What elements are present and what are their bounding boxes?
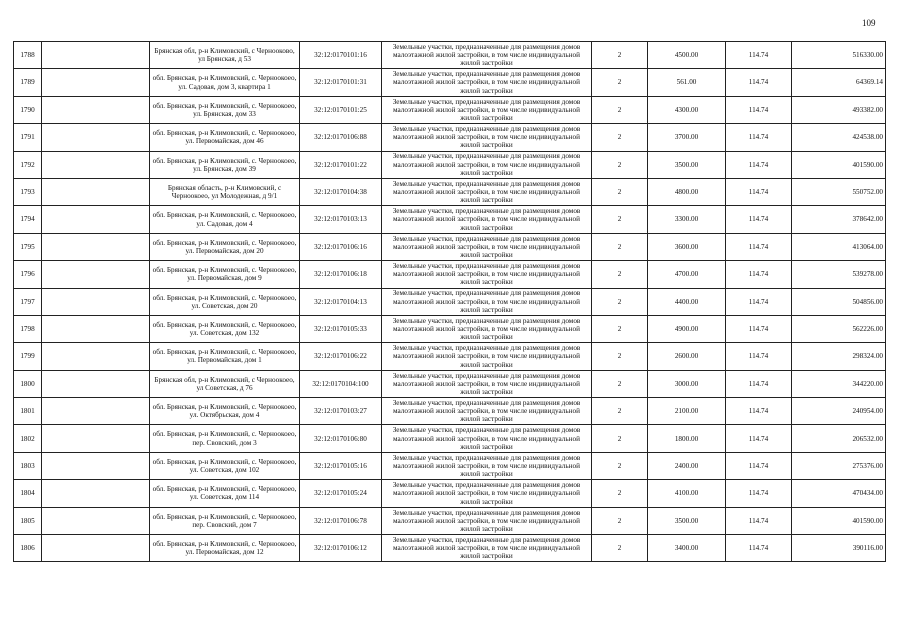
category-cell: 2 (592, 452, 648, 479)
table-row (14, 425, 886, 452)
area-cell: 2100.00 (648, 398, 726, 425)
address-cell: обл. Брянская, р-н Климовский, с. Черноокоео, ул. Брянская, дом 33 (150, 96, 300, 123)
cadastral-number-cell: 32:12:0170101:22 (300, 151, 382, 178)
category-cell: 2 (592, 178, 648, 205)
cadastral-value-cell: 470434.00 (792, 480, 886, 507)
rate-cell: 114.74 (726, 206, 792, 233)
empty-cell (42, 480, 150, 507)
row-number: 1802 (14, 425, 42, 452)
empty-cell (42, 233, 150, 260)
address-cell: обл. Брянская, р-н Климовский, с. Черноокоео, пер. Cвовский, дом 3 (150, 425, 300, 452)
cadastral-value-cell: 413064.00 (792, 233, 886, 260)
area-cell: 3000.00 (648, 370, 726, 397)
cadastral-number-cell: 32:12:0170106:78 (300, 507, 382, 534)
address-cell: Брянская обл, р-н Климовский, с Чернооково, ул Брянская, д 53 (150, 42, 300, 69)
table-row (14, 507, 886, 534)
table-row (14, 315, 886, 342)
address-cell: обл. Брянская, р-н Климовский, с. Черноокоео, ул. Первомайская, дом 1 (150, 343, 300, 370)
row-number: 1806 (14, 535, 42, 562)
table-row (14, 151, 886, 178)
cadastral-number-cell: 32:12:0170103:13 (300, 206, 382, 233)
row-number: 1804 (14, 480, 42, 507)
category-cell: 2 (592, 370, 648, 397)
area-cell: 4500.00 (648, 42, 726, 69)
empty-cell (42, 42, 150, 69)
row-number: 1801 (14, 398, 42, 425)
cadastral-number-cell: 32:12:0170104:38 (300, 178, 382, 205)
cadastral-number-cell: 32:12:0170106:88 (300, 124, 382, 151)
row-number: 1792 (14, 151, 42, 178)
cadastral-value-cell: 550752.00 (792, 178, 886, 205)
category-cell: 2 (592, 343, 648, 370)
land-use-cell: Земельные участки, предназначенные для размещения домов малоэтажной жилой застройки, в том числе индивидуальной жилой застройки (382, 507, 592, 534)
address-cell: обл. Брянская, р-н Климовский, с. Черноокоео, ул. Советская, дом 102 (150, 452, 300, 479)
area-cell: 4800.00 (648, 178, 726, 205)
address-cell: обл. Брянская, р-н Климовский, с. Черноокоео, ул. Брянская, дом 39 (150, 151, 300, 178)
category-cell: 2 (592, 315, 648, 342)
rate-cell: 114.74 (726, 343, 792, 370)
cadastral-value-cell: 516330.00 (792, 42, 886, 69)
area-cell: 3700.00 (648, 124, 726, 151)
area-cell: 561.00 (648, 69, 726, 96)
cadastral-number-cell: 32:12:0170101:31 (300, 69, 382, 96)
empty-cell (42, 261, 150, 288)
row-number: 1803 (14, 452, 42, 479)
rate-cell: 114.74 (726, 370, 792, 397)
table-body (14, 42, 886, 562)
area-cell: 2600.00 (648, 343, 726, 370)
cadastral-value-cell: 344220.00 (792, 370, 886, 397)
table-row (14, 206, 886, 233)
address-cell: обл. Брянская, р-н Климовский, с. Черноокоео, ул. Первомайская, дом 12 (150, 535, 300, 562)
row-number: 1795 (14, 233, 42, 260)
area-cell: 4900.00 (648, 315, 726, 342)
rate-cell: 114.74 (726, 507, 792, 534)
table-row (14, 480, 886, 507)
address-cell: обл. Брянская, р-н Климовский, с. Черноокоео, ул. Первомайская, дом 46 (150, 124, 300, 151)
cadastral-value-cell: 504856.00 (792, 288, 886, 315)
table-row (14, 535, 886, 562)
rate-cell: 114.74 (726, 261, 792, 288)
area-cell: 3500.00 (648, 507, 726, 534)
category-cell: 2 (592, 535, 648, 562)
rate-cell: 114.74 (726, 425, 792, 452)
cadastral-number-cell: 32:12:0170104:100 (300, 370, 382, 397)
empty-cell (42, 69, 150, 96)
land-use-cell: Земельные участки, предназначенные для размещения домов малоэтажной жилой застройки, в том числе индивидуальной жилой застройки (382, 343, 592, 370)
rate-cell: 114.74 (726, 178, 792, 205)
address-cell: Брянская область, р-н Климовский, с Черноокоео, ул Молодежная, д 9/1 (150, 178, 300, 205)
land-use-cell: Земельные участки, предназначенные для размещения домов малоэтажной жилой застройки, в том числе индивидуальной жилой застройки (382, 535, 592, 562)
row-number: 1796 (14, 261, 42, 288)
category-cell: 2 (592, 398, 648, 425)
cadastral-value-cell: 298324.00 (792, 343, 886, 370)
address-cell: обл. Брянская, р-н Климовский, с. Черноокоео, ул. Садовая, дом 4 (150, 206, 300, 233)
rate-cell: 114.74 (726, 151, 792, 178)
land-use-cell: Земельные участки, предназначенные для размещения домов малоэтажной жилой застройки, в том числе индивидуальной жилой застройки (382, 261, 592, 288)
land-use-cell: Земельные участки, предназначенные для размещения домов малоэтажной жилой застройки, в том числе индивидуальной жилой застройки (382, 288, 592, 315)
land-use-cell: Земельные участки, предназначенные для размещения домов малоэтажной жилой застройки, в том числе индивидуальной жилой застройки (382, 178, 592, 205)
table-row (14, 398, 886, 425)
category-cell: 2 (592, 288, 648, 315)
cadastral-value-cell: 539278.00 (792, 261, 886, 288)
empty-cell (42, 124, 150, 151)
rate-cell: 114.74 (726, 288, 792, 315)
empty-cell (42, 343, 150, 370)
row-number: 1789 (14, 69, 42, 96)
page-number: 109 (862, 18, 876, 28)
row-number: 1797 (14, 288, 42, 315)
cadastral-number-cell: 32:12:0170104:13 (300, 288, 382, 315)
cadastral-value-cell: 240954.00 (792, 398, 886, 425)
cadastral-number-cell: 32:12:0170105:24 (300, 480, 382, 507)
rate-cell: 114.74 (726, 42, 792, 69)
category-cell: 2 (592, 151, 648, 178)
empty-cell (42, 452, 150, 479)
table-row (14, 288, 886, 315)
area-cell: 4400.00 (648, 288, 726, 315)
address-cell: обл. Брянская, р-н Климовский, с. Черноокоео, ул. Первомайская, дом 20 (150, 233, 300, 260)
empty-cell (42, 370, 150, 397)
category-cell: 2 (592, 425, 648, 452)
cadastral-number-cell: 32:12:0170106:18 (300, 261, 382, 288)
rate-cell: 114.74 (726, 535, 792, 562)
cadastral-number-cell: 32:12:0170103:27 (300, 398, 382, 425)
cadastral-number-cell: 32:12:0170101:25 (300, 96, 382, 123)
land-use-cell: Земельные участки, предназначенные для размещения домов малоэтажной жилой застройки, в том числе индивидуальной жилой застройки (382, 425, 592, 452)
empty-cell (42, 425, 150, 452)
cadastral-number-cell: 32:12:0170106:22 (300, 343, 382, 370)
table-row (14, 370, 886, 397)
table-row (14, 233, 886, 260)
cadastral-value-cell: 562226.00 (792, 315, 886, 342)
cadastral-value-cell: 424538.00 (792, 124, 886, 151)
area-cell: 4700.00 (648, 261, 726, 288)
address-cell: обл. Брянская, р-н Климовский, с. Черноокоео, ул. Октябрьская, дом 4 (150, 398, 300, 425)
land-use-cell: Земельные участки, предназначенные для размещения домов малоэтажной жилой застройки, в том числе индивидуальной жилой застройки (382, 124, 592, 151)
category-cell: 2 (592, 233, 648, 260)
rate-cell: 114.74 (726, 124, 792, 151)
empty-cell (42, 507, 150, 534)
rate-cell: 114.74 (726, 233, 792, 260)
cadastral-value-cell: 390116.00 (792, 535, 886, 562)
empty-cell (42, 398, 150, 425)
area-cell: 2400.00 (648, 452, 726, 479)
row-number: 1798 (14, 315, 42, 342)
address-cell: обл. Брянская, р-н Климовский, с. Черноокоео, ул. Первомайская, дом 9 (150, 261, 300, 288)
area-cell: 1800.00 (648, 425, 726, 452)
table-row (14, 261, 886, 288)
cadastral-value-cell: 64369.14 (792, 69, 886, 96)
cadastral-value-cell: 401590.00 (792, 151, 886, 178)
area-cell: 4300.00 (648, 96, 726, 123)
cadastral-value-cell: 378642.00 (792, 206, 886, 233)
land-use-cell: Земельные участки, предназначенные для размещения домов малоэтажной жилой застройки, в том числе индивидуальной жилой застройки (382, 370, 592, 397)
row-number: 1793 (14, 178, 42, 205)
empty-cell (42, 315, 150, 342)
cadastral-number-cell: 32:12:0170106:16 (300, 233, 382, 260)
cadastral-number-cell: 32:12:0170105:33 (300, 315, 382, 342)
land-use-cell: Земельные участки, предназначенные для размещения домов малоэтажной жилой застройки, в том числе индивидуальной жилой застройки (382, 398, 592, 425)
land-use-cell: Земельные участки, предназначенные для размещения домов малоэтажной жилой застройки, в том числе индивидуальной жилой застройки (382, 452, 592, 479)
row-number: 1790 (14, 96, 42, 123)
cadastral-value-cell: 401590.00 (792, 507, 886, 534)
empty-cell (42, 288, 150, 315)
table-row (14, 178, 886, 205)
empty-cell (42, 535, 150, 562)
cadastral-number-cell: 32:12:0170105:16 (300, 452, 382, 479)
area-cell: 3300.00 (648, 206, 726, 233)
land-use-cell: Земельные участки, предназначенные для размещения домов малоэтажной жилой застройки, в том числе индивидуальной жилой застройки (382, 206, 592, 233)
land-use-cell: Земельные участки, предназначенные для размещения домов малоэтажной жилой застройки, в том числе индивидуальной жилой застройки (382, 315, 592, 342)
address-cell: обл. Брянская, р-н Климовский, с. Черноокоео, ул. Советская, дом 20 (150, 288, 300, 315)
land-use-cell: Земельные участки, предназначенные для размещения домов малоэтажной жилой застройки, в том числе индивидуальной жилой застройки (382, 42, 592, 69)
row-number: 1799 (14, 343, 42, 370)
category-cell: 2 (592, 69, 648, 96)
table-row (14, 124, 886, 151)
table-row (14, 96, 886, 123)
cadastral-number-cell: 32:12:0170106:12 (300, 535, 382, 562)
empty-cell (42, 96, 150, 123)
row-number: 1800 (14, 370, 42, 397)
category-cell: 2 (592, 206, 648, 233)
land-use-cell: Земельные участки, предназначенные для размещения домов малоэтажной жилой застройки, в том числе индивидуальной жилой застройки (382, 69, 592, 96)
rate-cell: 114.74 (726, 315, 792, 342)
row-number: 1805 (14, 507, 42, 534)
area-cell: 3500.00 (648, 151, 726, 178)
address-cell: обл. Брянская, р-н Климовский, с. Черноокоео, пер. Cвовский, дом 7 (150, 507, 300, 534)
row-number: 1788 (14, 42, 42, 69)
rate-cell: 114.74 (726, 398, 792, 425)
cadastral-value-cell: 206532.00 (792, 425, 886, 452)
table-row (14, 343, 886, 370)
empty-cell (42, 178, 150, 205)
land-use-cell: Земельные участки, предназначенные для размещения домов малоэтажной жилой застройки, в том числе индивидуальной жилой застройки (382, 233, 592, 260)
category-cell: 2 (592, 507, 648, 534)
category-cell: 2 (592, 96, 648, 123)
rate-cell: 114.74 (726, 96, 792, 123)
category-cell: 2 (592, 480, 648, 507)
empty-cell (42, 206, 150, 233)
empty-cell (42, 151, 150, 178)
land-plot-table (13, 41, 886, 562)
rate-cell: 114.74 (726, 452, 792, 479)
cadastral-value-cell: 493382.00 (792, 96, 886, 123)
table-row (14, 42, 886, 69)
area-cell: 3400.00 (648, 535, 726, 562)
land-use-cell: Земельные участки, предназначенные для размещения домов малоэтажной жилой застройки, в том числе индивидуальной жилой застройки (382, 96, 592, 123)
rate-cell: 114.74 (726, 69, 792, 96)
rate-cell: 114.74 (726, 480, 792, 507)
cadastral-number-cell: 32:12:0170101:16 (300, 42, 382, 69)
cadastral-value-cell: 275376.00 (792, 452, 886, 479)
category-cell: 2 (592, 124, 648, 151)
category-cell: 2 (592, 42, 648, 69)
cadastral-number-cell: 32:12:0170106:80 (300, 425, 382, 452)
address-cell: обл. Брянская, р-н Климовский, с. Черноокоео, ул. Советская, дом 132 (150, 315, 300, 342)
land-use-cell: Земельные участки, предназначенные для размещения домов малоэтажной жилой застройки, в том числе индивидуальной жилой застройки (382, 151, 592, 178)
row-number: 1794 (14, 206, 42, 233)
area-cell: 3600.00 (648, 233, 726, 260)
row-number: 1791 (14, 124, 42, 151)
land-use-cell: Земельные участки, предназначенные для размещения домов малоэтажной жилой застройки, в том числе индивидуальной жилой застройки (382, 480, 592, 507)
table-row (14, 69, 886, 96)
category-cell: 2 (592, 261, 648, 288)
table-row (14, 452, 886, 479)
address-cell: обл. Брянская, р-н Климовский, с. Черноокоео, ул. Садовая, дом 3, квартира 1 (150, 69, 300, 96)
address-cell: обл. Брянская, р-н Климовский, с. Черноокоео, ул. Советская, дом 114 (150, 480, 300, 507)
address-cell: Брянская обл, р-н Климовский, с Черноокоео, ул Советская, д 76 (150, 370, 300, 397)
area-cell: 4100.00 (648, 480, 726, 507)
